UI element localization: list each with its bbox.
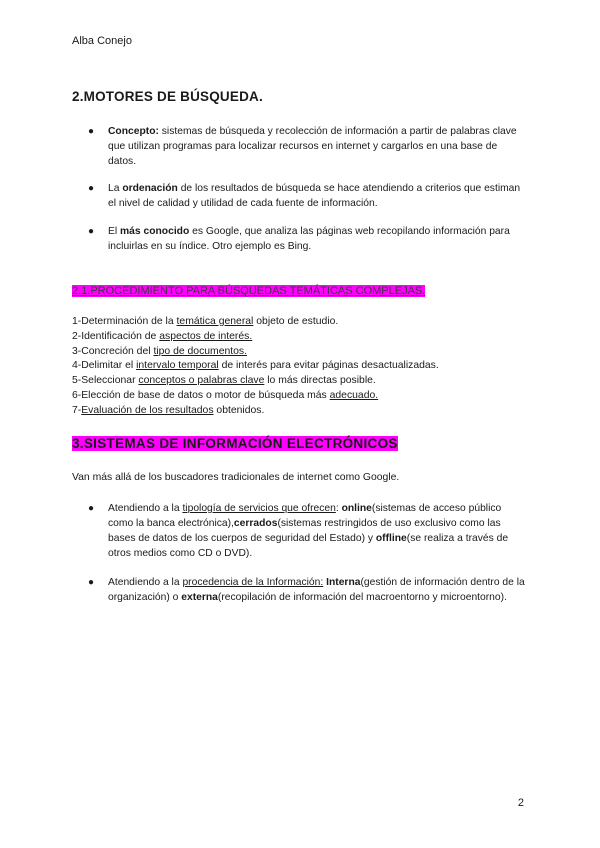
bullet-dot: ● [88, 126, 95, 137]
bullet-dot: ● [88, 577, 95, 588]
bullet-dot: ● [88, 183, 95, 194]
intro-paragraph: Van más allá de los buscadores tradicionales de internet como Google. [72, 472, 400, 483]
subsection-title-procedimiento: 2.1.PROCEDIMIENTO PARA BÚSQUEDAS TEMÁTICAS COMPLEJAS. [72, 285, 426, 297]
bullet-ordenacion: La ordenación de los resultados de búsqueda se hace atendiendo a criterios que estiman el nivel de calidad y utilidad de cada fuente de información. [108, 183, 521, 209]
bullet-dot: ● [88, 503, 95, 514]
list-item: 4-Delimitar el intervalo temporal de interés para evitar páginas desactualizadas. [72, 360, 439, 372]
procedure-steps-list [72, 315, 439, 419]
bullet-procedencia: Atendiendo a la procedencia de la Información: Interna(gestión de información dentro de la organización) o externa(recopilación de información del macroentorno y microentorno). [108, 577, 525, 603]
list-item: 1-Determinación de la temática general objeto de estudio. [72, 316, 339, 327]
list-item: 2-Identificación de aspectos de interés. [72, 330, 253, 342]
bullet-concepto: Concepto: sistemas de búsqueda y recolección de información a partir de palabras clave que utilizan programas para localizar recursos en internet y cargarlos en una base de datos. [108, 126, 517, 167]
list-item: 5-Seleccionar conceptos o palabras clave lo más directas posible. [72, 375, 376, 387]
page-number: 2 [517, 797, 524, 809]
section-title-sistemas: 3.SISTEMAS DE INFORMACIÓN ELECTRÓNICOS [72, 436, 398, 451]
section-title-motores: 2.MOTORES DE BÚSQUEDA. [72, 89, 263, 104]
list-item: 3-Concreción del tipo de documentos. [72, 345, 248, 357]
bullet-mas-conocido: El más conocido es Google, que analiza las páginas web recopilando información para incluirlas en su índice. Otro ejemplo es Bing. [108, 226, 510, 252]
bullet-tipologia: Atendiendo a la tipología de servicios que ofrecen: online(sistemas de acceso público como la banca electrónica),cerrados(sistemas restringidos de uso exclusivo como las bases de datos de los cuerpos de seguridad del Estado) y offline(se realiza a través de otros medios como CD o DVD). [108, 503, 509, 559]
list-item: 6-Elección de base de datos o motor de búsqueda más adecuado. [72, 389, 379, 401]
bullet-dot: ● [88, 226, 95, 237]
page-header-author: Alba Conejo [72, 35, 132, 47]
list-item: 7-Evaluación de los resultados obtenidos. [72, 404, 265, 416]
